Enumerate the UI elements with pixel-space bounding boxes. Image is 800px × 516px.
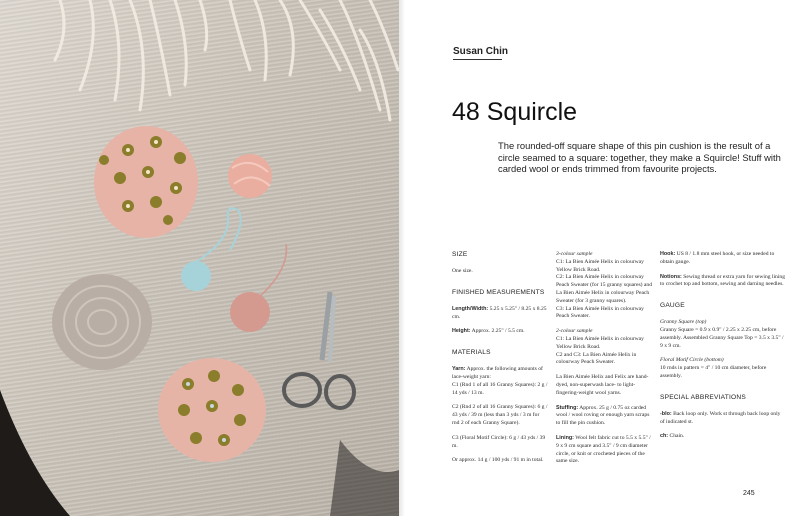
abbrev-ch xyxy=(660,433,786,441)
size-value: One size. xyxy=(452,268,473,274)
floral-heading: Floral Motif Circle (bottom) xyxy=(660,357,724,364)
two-colour-heading: 2-colour sample xyxy=(556,328,593,335)
page-number: 245 xyxy=(743,490,755,497)
yarn-strand-pink xyxy=(256,244,286,300)
abbrev-blo xyxy=(660,411,786,427)
abbrev-ch-label: ch: xyxy=(660,433,669,440)
granny-value: Granny Square = 0.9 x 0.9" / 2.25 x 2.25 cm, before assembly. Assembled Granny Square Top = 3.5 x 3.5" / 9 x 9 cm. xyxy=(660,326,784,349)
materials-heading: MATERIALS xyxy=(452,349,491,357)
three-colour-c1: C1: La Bien Aimée Helix in colourway Yellow Brick Road. xyxy=(556,258,644,273)
yarn-label: Yarn: xyxy=(452,366,466,373)
scissors xyxy=(284,292,354,408)
stuffing-value: Approx. 25 g / 0.75 oz carded wool / wool roving or enough yarn scraps to fill the pin cushion. xyxy=(556,404,650,427)
three-colour-c2: C2: La Bien Aimée Helix in colourway Peach Sweater (for 15 granny squares) and La Bien Aimée Helix in colourway Peach Sweater (for 3 granny squares). xyxy=(556,274,652,304)
length-width-value: 5.25 x 5.25" / 8.25 x 8.25 cm. xyxy=(452,305,547,320)
notions xyxy=(660,274,786,290)
fringe xyxy=(55,0,398,120)
size-heading: SIZE xyxy=(452,251,468,258)
two-colour-c2c3: C2 and C3: La Bien Aimée Helix in colourway Peach Sweater. xyxy=(556,351,637,366)
abbreviations-heading: SPECIAL ABBREVIATIONS xyxy=(660,393,746,401)
yarn-c3: C3 (Floral Motif Circle): 6 g / 43 yds / 39 m. xyxy=(452,434,546,449)
finished-measurements-heading: FINISHED MEASUREMENTS xyxy=(452,288,545,296)
hook-label: Hook: xyxy=(660,251,676,257)
lining xyxy=(556,435,652,466)
stuffing xyxy=(556,405,652,428)
photo-illustration xyxy=(0,0,399,516)
height xyxy=(452,328,548,336)
yarn-total: Or approx. 14 g / 100 yds / 91 m in total. xyxy=(452,457,544,464)
height-label: Height: xyxy=(452,328,471,335)
granny-heading: Granny Square (top) xyxy=(660,319,707,326)
yarn-c1: C1 (Rnd 1 of all 16 Granny Squares): 2 g / 14 yds / 13 m. xyxy=(452,381,548,396)
yarn-ball-blue xyxy=(181,261,211,291)
yarn-note: La Bien Aimée Helix and Felix are hand-dyed, non-superwash lace- to light-fingering-weight wool yarns. xyxy=(556,374,649,396)
column-gauge xyxy=(660,251,786,448)
granny-gauge xyxy=(660,319,786,350)
abbrev-ch-value: Chain. xyxy=(668,433,685,440)
stuffing-label: Stuffing: xyxy=(556,404,579,411)
yarn-value: Approx. the following amounts of lace-weight yarn: xyxy=(452,366,543,380)
two-colour-block xyxy=(556,328,652,351)
cushion-grey xyxy=(52,274,152,370)
yarn-ball-peach xyxy=(228,154,272,198)
yarn-c2: C2 (Rnd 2 of all 16 Granny Squares): 6 g / 43 yds / 39 m (less than 3 yds / 3 m for rnd 2 of each Granny Square). xyxy=(452,404,548,426)
yarn xyxy=(452,366,548,397)
lining-value: Wool felt fabric cut to 5.5 x 5.5" / 9 x 9 cm square and 3.5" / 9 cm diameter circle, or knit or crocheted pieces of the same size. xyxy=(556,434,651,465)
abbrev-blo-label: -blo: xyxy=(660,410,672,417)
floral-gauge xyxy=(660,357,786,380)
cover-photo xyxy=(0,0,399,516)
yarn-strand-blue xyxy=(196,208,241,262)
gauge-heading: GAUGE xyxy=(660,302,685,310)
author-rule xyxy=(453,59,502,60)
column-size-materials xyxy=(452,251,548,472)
shadow-corner xyxy=(0,390,70,516)
shadow-corner-right xyxy=(330,440,399,516)
height-value: Approx. 2.25" / 5.5 cm. xyxy=(470,328,525,335)
three-colour-block xyxy=(556,251,652,274)
pattern-title: 48 Squircle xyxy=(452,98,578,126)
hook-value: US 8 / 1.8 mm steel hook, or size needed to obtain gauge. xyxy=(660,251,775,265)
notions-value: Sewing thread or extra yarn for sewing lining to crochet top and bottom, sewing and darning needles. xyxy=(660,273,786,288)
author-name: Susan Chin xyxy=(453,46,509,57)
two-colour-c1: C1: La Bien Aimée Helix in colourway Yellow Brick Road. xyxy=(556,335,644,350)
length-width xyxy=(452,306,548,322)
cushion-top xyxy=(94,126,198,238)
page-gutter xyxy=(399,0,405,516)
notions-label: Notions: xyxy=(660,273,682,280)
three-colour-heading: 3-colour sample xyxy=(556,251,593,257)
intro-paragraph: The rounded-off square shape of this pin cushion is the result of a circle seamed to a square: together, they make a Squircle! Stuff with carded wool or ends trimmed from favourite projects. xyxy=(498,140,781,175)
lining-label: Lining: xyxy=(556,434,574,441)
column-samples xyxy=(556,251,652,473)
floral-value: 10 rnds in pattern = 4" / 10 cm diameter, before assembly. xyxy=(660,365,767,379)
length-width-label: Length/Width: xyxy=(452,305,489,312)
hook xyxy=(660,251,786,267)
three-colour-c3: C3: La Bien Aimée Helix in colourway Peach Sweater. xyxy=(556,305,644,320)
yarn-ball-pink xyxy=(230,292,270,332)
abbrev-blo-value: Back loop only. Work st through back loop only of indicated st. xyxy=(660,410,781,425)
cushion-bottom xyxy=(158,358,266,462)
